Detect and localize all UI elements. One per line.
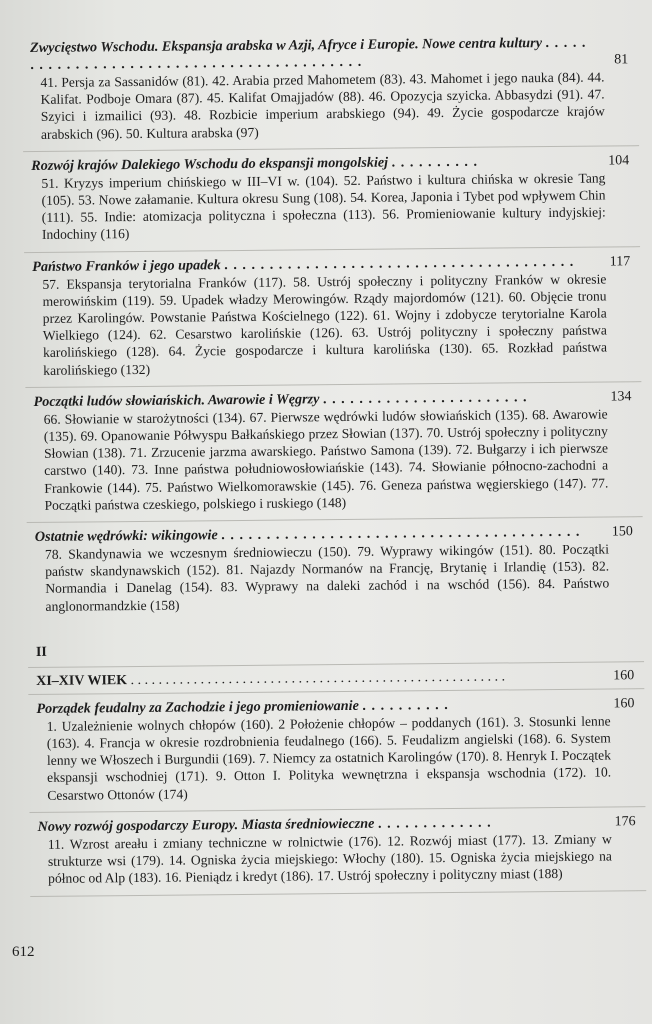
table-of-contents [30, 28, 638, 896]
page-number: 612 [12, 944, 35, 960]
toc-section [33, 382, 634, 522]
section-page-number: 176 [614, 814, 636, 830]
toc-section [32, 247, 633, 387]
toc-section [37, 807, 638, 895]
section-entries: 57. Ekspansja terytorialna Franków (117). 58. Ustrój społeczny i polityczny Franków w okresie merowińskim (119). 59. Upadek władzy Merowingów. Rządy majordomów (121). 60. Objęcie tronu przez Karolingów. Powstanie Państwa Kościelnego (122). 61. Wojny i zdobycze terytorialne Karola Wielkiego (124). 62. Cesarstwo karolińskie (126). 63. Ustrój polityczny i społeczny państwa karolińskiego (128). 64. Życie gospodarcze i kultura karolińska (130). 65. Rozkład państwa karolińskiego (132) [42, 271, 608, 378]
section-page-number: 160 [613, 696, 635, 712]
section-heading: Rozwój krajów Dalekiego Wschodu do ekspansji mongolskiej . . . . . . . . . . 104 [31, 153, 630, 174]
section-heading: Zwycięstwo Wschodu. Ekspansja arabska w Azji, Afryce i Europie. Nowe centra kultury . . . . . . . . . . . . . . . . . . . . . . . . . . . . . . . . . . . . . . . . . . 81 [30, 34, 629, 73]
toc-section [35, 517, 636, 623]
section-heading: Początki ludów słowiańskich. Awarowie i Węgrzy . . . . . . . . . . . . . . . . . . . . . . . 134 [33, 389, 632, 410]
section-entries: 1. Uzależnienie wolnych chłopów (160). 2 Położenie chłopów – poddanych (161). 3. Stosunki lenne (163). 4. Francja w okresie rozdrobnienia feudalnego (166). 5. Feudalizm angielski (168). 6. System lenny we Włoszech i Burgundii (169). 7. Niemcy za ostatnich Karolingów (170). 8. Henryk I. Początek ekspansji wschodniej (171). 9. Otton I. Polityka wewnętrzna i ekspansja wschodnia (172). 10. Cesarstwo Ottonów (174) [46, 713, 612, 803]
section-page-number: 134 [610, 389, 632, 405]
toc-section [36, 689, 637, 812]
toc-section [31, 146, 632, 252]
section-entries: 66. Słowianie w starożytności (134). 67. Pierwsze wędrówki ludów słowiańskich (135). 68. Awarowie (135). 69. Opanowanie Półwyspu Bałkańskiego przez Słowian (137). 70. Ustrój społeczny i polityczny Słowian (138). 71. Zrzucenie jarzma awarskiego. Państwo Samona (139). 72. Bułgarzy i ich pierwsze carstwo (140). 73. Inne państwa południowosłowiańskie (143). 74. Słowianie północno-zachodni a Frankowie (144). 75. Państwo Wielkomorawskie (145). 76. Geneza państwa węgierskiego (147). 77. Początki państwa czeskiego, polskiego i ruskiego (148) [43, 406, 609, 513]
part-page-number: 160 [613, 668, 635, 684]
part-number: II [35, 644, 47, 660]
section-entries: 51. Kryzys imperium chińskiego w III–VI w. (104). 52. Państwo i kultura chińska w okresie Tang (105). 53. Nowe załamanie. Kultura okresu Sung (108). 54. Korea, Japonia i Tybet pod wpływem Chin (111). 55. Indie: atomizacja polityczna i społeczna (113). 56. Promieniowanie kultury indyjskiej: Indochiny (116) [41, 170, 606, 243]
part-heading: XI–XIV WIEK . . . . . . . . . . . . . . . . . . . . . . . . . . . . . . . . . . . . . . . . . . . . . . . . . . . . . . 160 [36, 668, 635, 689]
section-page-number: 150 [611, 524, 633, 540]
section-page-number: 117 [609, 253, 631, 270]
section-heading: Ostatnie wędrówki: wikingowie . . . . . . . . . . . . . . . . . . . . . . . . . . . . . . . . . . . . . . . . 150 [34, 523, 633, 546]
section-heading: Nowy rozwój gospodarczy Europy. Miasta średniowieczne . . . . . . . . . . . . . 176 [37, 814, 636, 835]
section-page-number: 104 [608, 153, 630, 169]
toc-section [30, 28, 631, 151]
section-entries: 78. Skandynawia we wczesnym średniowieczu (150). 79. Wyprawy wikingów (151). 80. Początki państw skandynawskich (152). 81. Najazdy Normanów na Francję, Brytanię i Irlandię (153). 82. Normandia i Danelag (154). 83. Wyprawy na daleki zachód i na wschód (156). 84. Państwo anglonormandzkie (158) [44, 541, 610, 614]
section-page-number: 81 [614, 52, 629, 68]
section-entries: 41. Persja za Sassanidów (81). 42. Arabia przed Mahometem (83). 43. Mahomet i jego nauka (84). 44. Kalifat. Podboje Omara (87). 45. Kalifat Omajjadów (88). 46. Opozycja szyicka. Abbasydzi (91). 47. Szyici i izmailici (93). 48. Rozbicie imperium arabskiego (94). 49. Życie gospodarcze krajów arabskich (96). 50. Kultura arabska (97) [40, 69, 605, 142]
section-entries: 11. Wzrost areału i zmiany techniczne w rolnictwie (176). 12. Rozwój miast (177). 13. Zmiany w strukturze wsi (179). 14. Ogniska życia miejskiego: Włochy (180). 15. Ogniska życia miejskiego na północ od Alp (183). 16. Pieniądz i kredyt (186). 17. Ustrój społeczny i polityczny miast (188) [47, 831, 612, 887]
section-heading: Porządek feudalny za Zachodzie i jego promieniowanie . . . . . . . . . . 160 [36, 696, 635, 717]
section-heading: Państwo Franków i jego upadek . . . . . . . . . . . . . . . . . . . . . . . . . . . . . . . . . . . . . . . 117 [32, 253, 631, 275]
